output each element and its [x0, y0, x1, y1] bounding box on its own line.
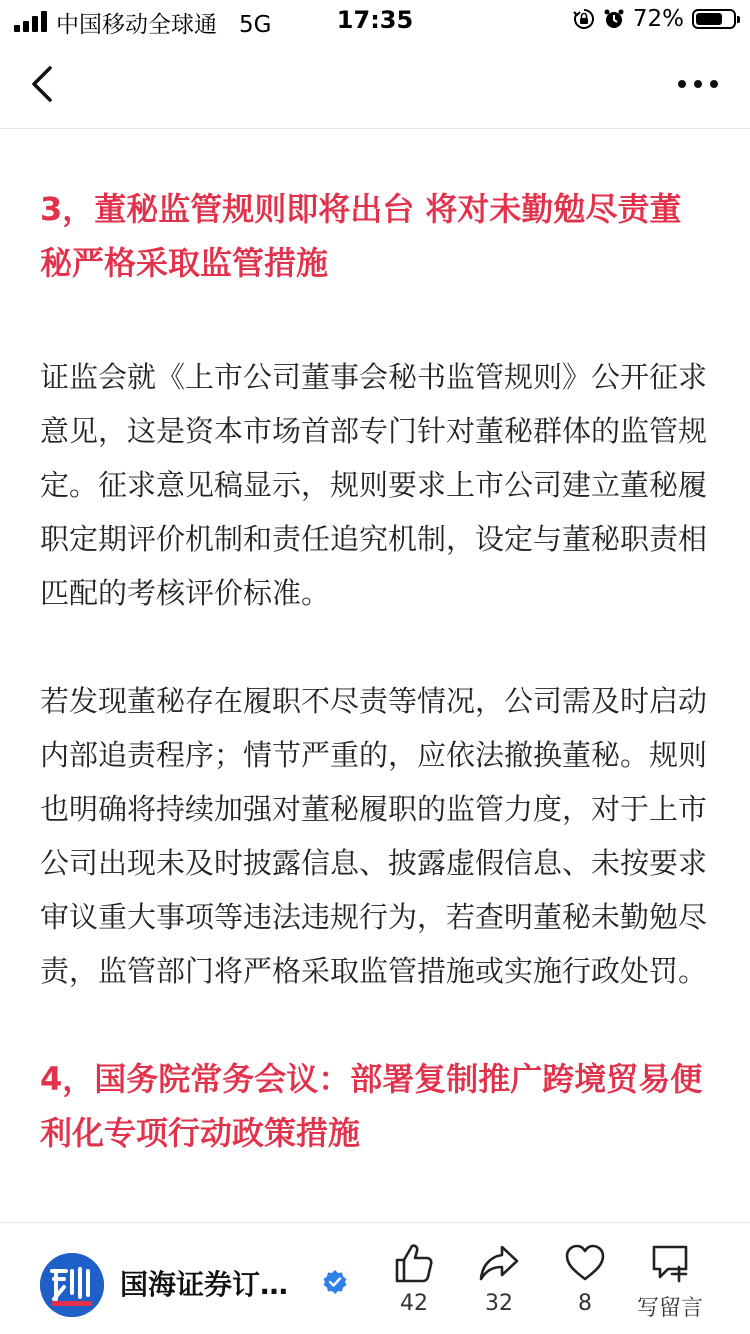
section-heading: 3，董秘监管规则即将出台 将对未勤勉尽责董秘严格采取监管措施	[40, 190, 682, 282]
favorite-button[interactable]	[537, 1237, 633, 1329]
comment-label: 写留言	[636, 1296, 703, 1321]
verified-badge-icon	[322, 1269, 348, 1295]
navigation-bar	[0, 40, 750, 129]
bottom-action-bar	[0, 1222, 750, 1334]
battery-percent: 72%	[632, 6, 684, 32]
chevron-left-icon	[24, 60, 64, 108]
share-button[interactable]	[451, 1237, 547, 1329]
back-button[interactable]	[24, 60, 64, 108]
orientation-lock-icon	[573, 8, 595, 30]
battery-icon	[692, 9, 736, 29]
more-options-button[interactable]	[676, 70, 720, 98]
battery-level	[696, 13, 722, 25]
section-heading: 4，国务院常务会议：部署复制推广跨境贸易便利化专项行动政策措施	[40, 1060, 703, 1152]
heart-icon	[563, 1241, 607, 1285]
more-dots-icon	[676, 70, 720, 98]
carrier-name: 中国移动全球通	[56, 12, 217, 38]
comment-add-icon	[648, 1241, 692, 1285]
article-body	[40, 128, 712, 1160]
author-logo-icon	[40, 1253, 104, 1317]
author-avatar[interactable]	[40, 1253, 104, 1317]
share-count: 32	[485, 1291, 513, 1316]
status-time: 17:35	[336, 6, 414, 34]
paragraph: 证监会就《上市公司董事会秘书监管规则》公开征求意见，这是资本市场首部专门针对董秘群体的监管规定。征求意见稿显示，规则要求上市公司建立董秘履职定期评价机制和责任追究机制，设定与董秘职责相匹配的考核评价标准。	[40, 360, 708, 610]
thumbs-up-icon	[392, 1241, 436, 1285]
alarm-clock-icon	[603, 8, 625, 30]
favorite-count: 8	[578, 1291, 592, 1316]
comment-button[interactable]	[622, 1237, 718, 1329]
author-name[interactable]: 国海证券订…	[120, 1268, 289, 1301]
status-bar	[0, 0, 750, 40]
like-count: 42	[400, 1291, 428, 1316]
paragraph: 若发现董秘存在履职不尽责等情况，公司需及时启动内部追责程序；情节严重的，应依法撤换董秘。规则也明确将持续加强对董秘履职的监管力度，对于上市公司出现未及时披露信息、披露虚假信息、未按要求审议重大事项等违法违规行为，若查明董秘未勤勉尽责，监管部门将严格采取监管措施或实施行政处罚。	[40, 684, 708, 988]
status-right	[573, 6, 736, 32]
share-arrow-icon	[477, 1241, 521, 1285]
network-type: 5G	[238, 12, 272, 38]
like-button[interactable]	[366, 1237, 462, 1329]
